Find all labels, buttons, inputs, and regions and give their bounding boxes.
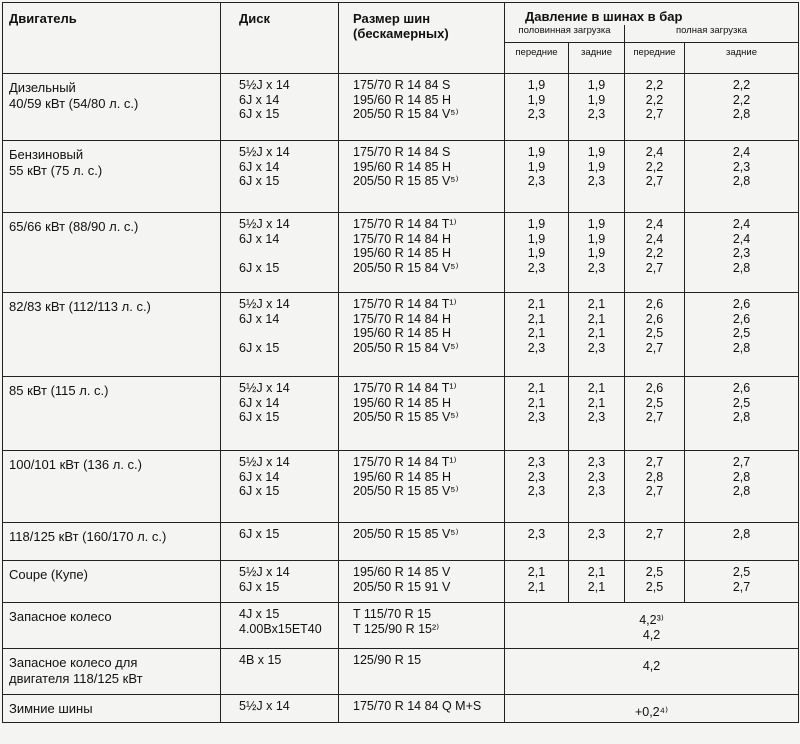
tire-cell-line: 125/90 R 15 — [353, 653, 422, 667]
tire-cell-line: 175/70 R 14 84 T¹⁾ — [353, 381, 457, 395]
half-front-cell — [505, 74, 569, 141]
tire-cell-line: 205/50 R 15 84 V⁵⁾ — [353, 107, 459, 121]
full-rear-cell — [685, 523, 799, 561]
disk-cell-line: 5½J x 14 — [239, 565, 290, 579]
half-rear-cell-line: 2,3 — [587, 484, 606, 498]
full-front-cell-line: 2,8 — [645, 469, 664, 484]
half-front-cell-line: 1,9 — [527, 145, 546, 159]
table-row — [3, 74, 799, 141]
header-tire-size-line2: (бескамерных) — [353, 26, 449, 41]
half-front-cell — [505, 293, 569, 377]
full-front-cell-line: 2,2 — [645, 246, 664, 260]
tire-cell-line: 175/70 R 14 84 Q M+S — [353, 699, 482, 713]
half-rear-cell-line: 2,3 — [587, 527, 606, 541]
pressure-cell — [505, 649, 799, 695]
tire-cell-line: 175/70 R 14 84 S — [353, 145, 451, 159]
full-rear-cell — [685, 451, 799, 523]
half-front-cell-line: 2,1 — [527, 326, 546, 340]
disk-cell — [221, 74, 339, 141]
engine-cell — [3, 523, 221, 561]
full-rear-cell-line: 2,3 — [732, 159, 751, 174]
tire-cell-line: 195/60 R 14 85 H — [353, 92, 451, 107]
disk-cell-line: 4.00Bx15ET40 — [239, 621, 322, 636]
half-front-cell — [505, 451, 569, 523]
half-rear-cell — [569, 451, 625, 523]
half-rear-cell-line: 1,9 — [587, 92, 606, 107]
full-rear-cell-line: 2,2 — [732, 92, 751, 107]
header-half-rear: задние — [569, 43, 625, 74]
engine-cell — [3, 561, 221, 603]
pressure-cell — [505, 603, 799, 649]
engine-cell — [3, 293, 221, 377]
half-rear-cell-line: 2,1 — [587, 579, 606, 594]
half-rear-cell-line: 1,9 — [587, 246, 606, 260]
full-rear-cell-line: 2,7 — [732, 455, 751, 469]
tire-cell-line: 175/70 R 14 84 T¹⁾ — [353, 455, 457, 469]
half-rear-cell-line: 1,9 — [587, 145, 606, 159]
engine-cell — [3, 141, 221, 213]
full-front-cell-line: 2,6 — [645, 381, 664, 395]
disk-cell — [221, 213, 339, 293]
tire-cell — [339, 377, 505, 451]
half-front-cell-line: 2,1 — [527, 395, 546, 410]
disk-cell-line: 5½J x 14 — [239, 78, 290, 92]
disk-cell-line: 4J x 15 — [239, 607, 280, 621]
tire-cell — [339, 649, 505, 695]
tire-cell — [339, 561, 505, 603]
full-front-cell-line: 2,5 — [645, 395, 664, 410]
full-rear-cell-line: 2,5 — [732, 326, 751, 340]
disk-cell — [221, 561, 339, 603]
half-front-cell-line: 1,9 — [527, 217, 546, 231]
disk-cell — [221, 695, 339, 723]
half-rear-cell-line: 2,1 — [587, 381, 606, 395]
engine-line: Запасное колесо — [9, 609, 112, 624]
disk-cell-line: 6J x 15 — [239, 527, 280, 541]
header-pressure: Давление в шинах в бар — [505, 3, 799, 26]
engine-cell — [3, 377, 221, 451]
disk-cell — [221, 451, 339, 523]
tire-cell-line: T 125/90 R 15²⁾ — [353, 621, 440, 636]
half-front-cell-line: 2,3 — [527, 527, 546, 541]
tire-cell-line: 205/50 R 15 85 V⁵⁾ — [353, 527, 459, 541]
half-front-cell-line: 2,3 — [527, 484, 546, 498]
full-front-cell — [625, 523, 685, 561]
table-row — [3, 293, 799, 377]
tire-cell-line: T 115/70 R 15 — [353, 607, 432, 621]
tire-cell — [339, 523, 505, 561]
header-half-front: передние — [505, 43, 569, 74]
half-front-cell-line: 2,3 — [527, 340, 546, 355]
disk-cell-line: 6J x 15 — [239, 484, 280, 498]
full-rear-cell-line: 2,4 — [732, 231, 751, 246]
half-rear-cell — [569, 523, 625, 561]
half-rear-cell-line: 2,3 — [587, 260, 606, 275]
disk-cell-line: 5½J x 14 — [239, 699, 290, 713]
full-rear-cell-line: 2,6 — [732, 311, 751, 326]
full-rear-cell-line: 2,6 — [732, 381, 751, 395]
full-front-cell-line: 2,5 — [645, 326, 664, 340]
tire-cell-line: 195/60 R 14 85 H — [353, 395, 451, 410]
full-rear-cell-line: 2,7 — [732, 579, 751, 594]
full-front-cell-line: 2,7 — [645, 527, 664, 541]
full-front-cell-line: 2,6 — [645, 311, 664, 326]
spare-row — [3, 649, 799, 695]
half-front-cell-line: 2,3 — [527, 260, 546, 275]
full-front-cell-line: 2,5 — [645, 565, 664, 579]
full-rear-cell — [685, 141, 799, 213]
spare-row — [3, 603, 799, 649]
engine-line: Бензиновый — [9, 147, 84, 162]
disk-cell-line: 5½J x 14 — [239, 145, 290, 159]
engine-cell — [3, 451, 221, 523]
full-rear-cell-line: 2,8 — [732, 107, 751, 121]
half-front-cell-line: 1,9 — [527, 231, 546, 246]
full-rear-cell-line: 2,8 — [732, 469, 751, 484]
full-rear-cell-line: 2,2 — [732, 78, 751, 92]
tire-cell — [339, 293, 505, 377]
disk-cell-line: 6J x 14 — [239, 92, 280, 107]
tire-cell — [339, 695, 505, 723]
tire-cell-line: 175/70 R 14 84 H — [353, 231, 451, 246]
disk-cell-line: 6J x 14 — [239, 231, 280, 246]
half-rear-cell-line: 2,1 — [587, 326, 606, 340]
half-rear-cell-line: 2,3 — [587, 410, 606, 424]
full-front-cell-line: 2,7 — [645, 260, 664, 275]
disk-cell — [221, 603, 339, 649]
full-rear-cell — [685, 377, 799, 451]
full-front-cell — [625, 141, 685, 213]
half-front-cell — [505, 141, 569, 213]
table-row — [3, 523, 799, 561]
tire-cell — [339, 603, 505, 649]
tire-cell-line: 205/50 R 15 85 V⁵⁾ — [353, 174, 459, 188]
disk-cell-line: 5½J x 14 — [239, 381, 290, 395]
full-front-cell-line: 2,4 — [645, 231, 664, 246]
disk-cell-line: 4B x 15 — [239, 653, 282, 667]
header-tire-size — [339, 3, 505, 74]
tire-cell-line: 195/60 R 14 85 H — [353, 159, 451, 174]
tire-cell-line: 205/50 R 15 85 V⁵⁾ — [353, 410, 459, 424]
half-rear-cell — [569, 74, 625, 141]
table-body — [3, 74, 799, 723]
engine-line: 55 кВт (75 л. с.) — [9, 163, 103, 178]
half-front-cell-line: 2,1 — [527, 565, 546, 579]
engine-line: 85 кВт (115 л. с.) — [9, 383, 109, 398]
full-front-cell-line: 2,7 — [645, 410, 664, 424]
full-rear-cell-line: 2,5 — [732, 395, 751, 410]
pressure-cell-line: +0,2⁴⁾ — [634, 705, 669, 719]
tire-cell-line: 205/50 R 15 84 V⁵⁾ — [353, 260, 459, 275]
full-front-cell-line: 2,4 — [645, 145, 664, 159]
full-front-cell — [625, 293, 685, 377]
engine-line: Запасное колесо для — [9, 655, 138, 670]
table-row — [3, 141, 799, 213]
full-front-cell-line: 2,6 — [645, 297, 664, 311]
tire-cell-line: 175/70 R 14 84 T¹⁾ — [353, 217, 457, 231]
table-row — [3, 213, 799, 293]
engine-line: двигателя 118/125 кВт — [9, 671, 143, 686]
half-front-cell-line: 2,3 — [527, 410, 546, 424]
full-front-cell — [625, 451, 685, 523]
engine-cell — [3, 213, 221, 293]
tire-cell-line: 195/60 R 14 85 H — [353, 469, 451, 484]
pressure-cell-line: 4,2 — [642, 627, 661, 642]
disk-cell — [221, 293, 339, 377]
half-front-cell-line: 2,3 — [527, 107, 546, 121]
disk-cell-line: 6J x 15 — [239, 260, 280, 275]
full-front-cell — [625, 213, 685, 293]
full-front-cell — [625, 561, 685, 603]
half-rear-cell-line: 2,3 — [587, 455, 606, 469]
disk-cell-line: 6J x 15 — [239, 410, 280, 424]
half-front-cell — [505, 523, 569, 561]
engine-line: 100/101 кВт (136 л. с.) — [9, 457, 142, 472]
table-row — [3, 377, 799, 451]
tire-cell-line: 205/50 R 15 85 V⁵⁾ — [353, 484, 459, 498]
engine-cell — [3, 695, 221, 723]
header-engine: Двигатель — [3, 3, 221, 74]
tire-cell-line: 175/70 R 14 84 T¹⁾ — [353, 297, 457, 311]
disk-cell — [221, 141, 339, 213]
full-rear-cell-line: 2,3 — [732, 246, 751, 260]
half-rear-cell-line: 2,3 — [587, 469, 606, 484]
half-front-cell-line: 2,1 — [527, 381, 546, 395]
disk-cell — [221, 649, 339, 695]
full-rear-cell-line: 2,4 — [732, 217, 751, 231]
pressure-cell-line: 4,2 — [642, 659, 661, 673]
half-front-cell — [505, 213, 569, 293]
half-rear-cell-line: 1,9 — [587, 231, 606, 246]
half-front-cell-line: 1,9 — [527, 92, 546, 107]
half-rear-cell-line: 2,1 — [587, 565, 606, 579]
half-rear-cell-line: 2,3 — [587, 174, 606, 188]
half-rear-cell — [569, 293, 625, 377]
tire-cell-line: 175/70 R 14 84 H — [353, 311, 451, 326]
header-disk: Диск — [221, 3, 339, 74]
half-rear-cell-line: 2,3 — [587, 107, 606, 121]
engine-cell — [3, 603, 221, 649]
disk-cell-line: 6J x 14 — [239, 311, 280, 326]
half-rear-cell — [569, 141, 625, 213]
full-rear-cell-line: 2,8 — [732, 174, 751, 188]
disk-cell-line: 5½J x 14 — [239, 455, 290, 469]
full-front-cell-line: 2,7 — [645, 340, 664, 355]
half-rear-cell-line: 2,1 — [587, 297, 606, 311]
disk-cell-line: 6J x 15 — [239, 340, 280, 355]
full-front-cell-line: 2,7 — [645, 455, 664, 469]
engine-line: Зимние шины — [9, 701, 93, 716]
full-rear-cell — [685, 561, 799, 603]
header-full-rear: задние — [685, 43, 799, 74]
half-front-cell-line: 2,1 — [527, 311, 546, 326]
half-front-cell-line: 2,3 — [527, 469, 546, 484]
full-front-cell-line: 2,7 — [645, 484, 664, 498]
header-tire-size-line1: Размер шин — [353, 11, 431, 26]
full-rear-cell — [685, 293, 799, 377]
full-rear-cell-line: 2,8 — [732, 260, 751, 275]
table-row — [3, 561, 799, 603]
half-rear-cell — [569, 213, 625, 293]
full-rear-cell-line: 2,8 — [732, 410, 751, 424]
disk-cell-line: 6J x 14 — [239, 469, 280, 484]
half-front-cell-line: 2,1 — [527, 297, 546, 311]
engine-line: 40/59 кВт (54/80 л. с.) — [9, 96, 139, 111]
tire-cell-line: 175/70 R 14 84 S — [353, 78, 451, 92]
half-front-cell-line: 1,9 — [527, 78, 546, 92]
half-rear-cell-line: 2,1 — [587, 311, 606, 326]
engine-line: 65/66 кВт (88/90 л. с.) — [9, 219, 139, 234]
engine-line: Дизельный — [9, 80, 76, 95]
tire-cell — [339, 451, 505, 523]
half-front-cell-line: 1,9 — [527, 246, 546, 260]
full-front-cell — [625, 74, 685, 141]
disk-cell-line: 5½J x 14 — [239, 217, 290, 231]
full-front-cell-line: 2,2 — [645, 78, 664, 92]
disk-cell-line: 6J x 15 — [239, 107, 280, 121]
half-front-cell-line: 2,3 — [527, 455, 546, 469]
tire-pressure-table — [2, 2, 799, 723]
full-front-cell-line: 2,7 — [645, 174, 664, 188]
disk-cell — [221, 523, 339, 561]
pressure-cell — [505, 695, 799, 723]
pressure-cell-line: 4,2³⁾ — [639, 613, 664, 627]
tire-cell-line: 205/50 R 15 91 V — [353, 579, 451, 594]
half-front-cell-line: 2,1 — [527, 579, 546, 594]
full-front-cell-line: 2,2 — [645, 159, 664, 174]
disk-cell-line: 6J x 14 — [239, 395, 280, 410]
disk-cell-line: 6J x 14 — [239, 159, 280, 174]
engine-cell — [3, 649, 221, 695]
disk-cell-line: 6J x 15 — [239, 579, 280, 594]
header-half-load: половинная загрузка — [505, 25, 625, 43]
half-front-cell — [505, 561, 569, 603]
half-rear-cell — [569, 561, 625, 603]
half-rear-cell-line: 2,3 — [587, 340, 606, 355]
full-front-cell-line: 2,2 — [645, 92, 664, 107]
disk-cell-line — [239, 326, 338, 341]
engine-line: 82/83 кВт (112/113 л. с.) — [9, 299, 151, 314]
tire-cell-line: 195/60 R 14 85 H — [353, 326, 451, 340]
engine-cell — [3, 74, 221, 141]
full-rear-cell-line: 2,6 — [732, 297, 751, 311]
tire-cell-line: 205/50 R 15 84 V⁵⁾ — [353, 340, 459, 355]
full-front-cell-line: 2,5 — [645, 579, 664, 594]
half-front-cell-line: 1,9 — [527, 159, 546, 174]
half-rear-cell-line: 1,9 — [587, 78, 606, 92]
full-rear-cell-line: 2,8 — [732, 484, 751, 498]
disk-cell — [221, 377, 339, 451]
half-front-cell-line: 2,3 — [527, 174, 546, 188]
table-row — [3, 451, 799, 523]
spare-row — [3, 695, 799, 723]
full-front-cell-line: 2,7 — [645, 107, 664, 121]
full-rear-cell-line: 2,5 — [732, 565, 751, 579]
half-rear-cell-line: 1,9 — [587, 217, 606, 231]
full-front-cell — [625, 377, 685, 451]
engine-line: 118/125 кВт (160/170 л. с.) — [9, 529, 167, 544]
tire-cell — [339, 213, 505, 293]
disk-cell-line — [239, 246, 338, 261]
full-rear-cell — [685, 213, 799, 293]
engine-line: Coupe (Купе) — [9, 567, 88, 582]
full-rear-cell-line: 2,8 — [732, 527, 751, 541]
half-rear-cell-line: 2,1 — [587, 395, 606, 410]
full-front-cell-line: 2,4 — [645, 217, 664, 231]
full-rear-cell — [685, 74, 799, 141]
header-full-load: полная загрузка — [625, 25, 799, 43]
tire-cell-line: 195/60 R 14 85 V — [353, 565, 451, 579]
tire-cell — [339, 141, 505, 213]
header-full-front: передние — [625, 43, 685, 74]
tire-cell — [339, 74, 505, 141]
disk-cell-line: 6J x 15 — [239, 174, 280, 188]
disk-cell-line: 5½J x 14 — [239, 297, 290, 311]
full-rear-cell-line: 2,4 — [732, 145, 751, 159]
tire-cell-line: 195/60 R 14 85 H — [353, 246, 451, 260]
half-front-cell — [505, 377, 569, 451]
half-rear-cell-line: 1,9 — [587, 159, 606, 174]
half-rear-cell — [569, 377, 625, 451]
full-rear-cell-line: 2,8 — [732, 340, 751, 355]
